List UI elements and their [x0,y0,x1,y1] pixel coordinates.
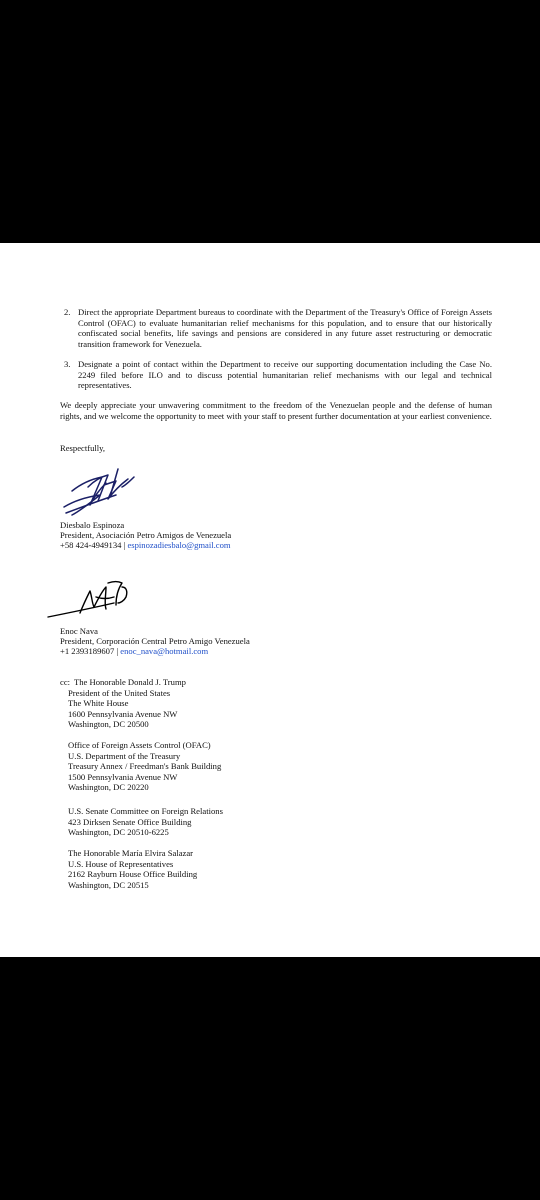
cc-line: The Honorable Donald J. Trump [74,677,186,687]
cc-line: 1500 Pennsylvania Avenue NW [68,771,178,782]
list-item-number: 2. [64,307,71,317]
signatory-contact [60,540,231,551]
closing-paragraph: We deeply appreciate your unwavering commitment to the freedom of the Venezuelan people and the defense of human rights, and we welcome the opportunity to meet with your staff to present further documentation at your earliest convenience. [60,400,492,421]
cc-line: The Honorable María Elvira Salazar [68,848,194,858]
cc-line: Washington, DC 20500 [68,719,149,730]
signatory-name: Diesbalo Espinoza [60,520,125,530]
cc-recipient-trump [68,677,186,730]
cc-line: Washington, DC 20220 [68,782,149,793]
list-item-2 [64,307,492,349]
signatory-phone: +58 424-4949134 [60,540,122,550]
cc-line: Treasury Annex / Freedman's Bank Building [68,761,222,772]
signatory-email-link[interactable]: espinozadiesbalo@gmail.com [127,540,231,550]
signatory-title: President, Corporación Central Petro Amigo Venezuela [60,636,250,646]
contact-separator: | [114,646,121,656]
cc-line: 423 Dirksen Senate Office Building [68,816,192,827]
signatory-contact [60,646,208,657]
cc-line: U.S. Department of the Treasury [68,750,181,761]
salutation: Respectfully, [60,443,106,453]
list-item-number: 3. [64,359,71,369]
signatory-title: President, Asociación Petro Amigos de Venezuela [60,530,232,540]
signature-nava-image [44,573,142,623]
signature-espinoza-image [60,461,140,523]
cc-line: 2162 Rayburn House Office Building [68,869,198,880]
cc-line: 1600 Pennsylvania Avenue NW [68,708,178,719]
list-item-3 [64,359,492,391]
cc-label: cc: [60,677,71,687]
cc-line: President of the United States [68,687,171,698]
signatory-name: Enoc Nava [60,626,98,636]
cc-recipient-senate-committee [68,806,223,838]
list-item-text: Designate a point of contact within the Department to receive our supporting documentation including the Case No. 2249 filed before ILO and to discuss potential humanitarian relief mechanisms with our legal and technical representatives. [78,359,492,391]
cc-recipient-ofac [68,740,221,793]
letter-page [0,243,540,957]
cc-line: Office of Foreign Assets Control (OFAC) [68,740,211,750]
cc-line: Washington, DC 20510-6225 [68,827,169,838]
signatory-email-link[interactable]: enoc_nava@hotmail.com [120,646,209,656]
cc-line: U.S. House of Representatives [68,858,174,869]
contact-separator: | [121,540,128,550]
cc-line: The White House [68,698,129,709]
cc-line: Washington, DC 20515 [68,879,149,890]
cc-recipient-salazar [68,848,197,890]
cc-line: U.S. Senate Committee on Foreign Relations [68,806,223,816]
signatory-phone: +1 2393189607 [60,646,115,656]
list-item-text: Direct the appropriate Department bureaus to coordinate with the Department of the Treasury's Office of Foreign Assets Control (OFAC) to evaluate humanitarian relief mechanisms for this population, and to ensure that our historically confiscated social benefits, life savings and pensions are considered in any future asset restructuring or democratic transition framework for Venezuela. [78,307,492,349]
